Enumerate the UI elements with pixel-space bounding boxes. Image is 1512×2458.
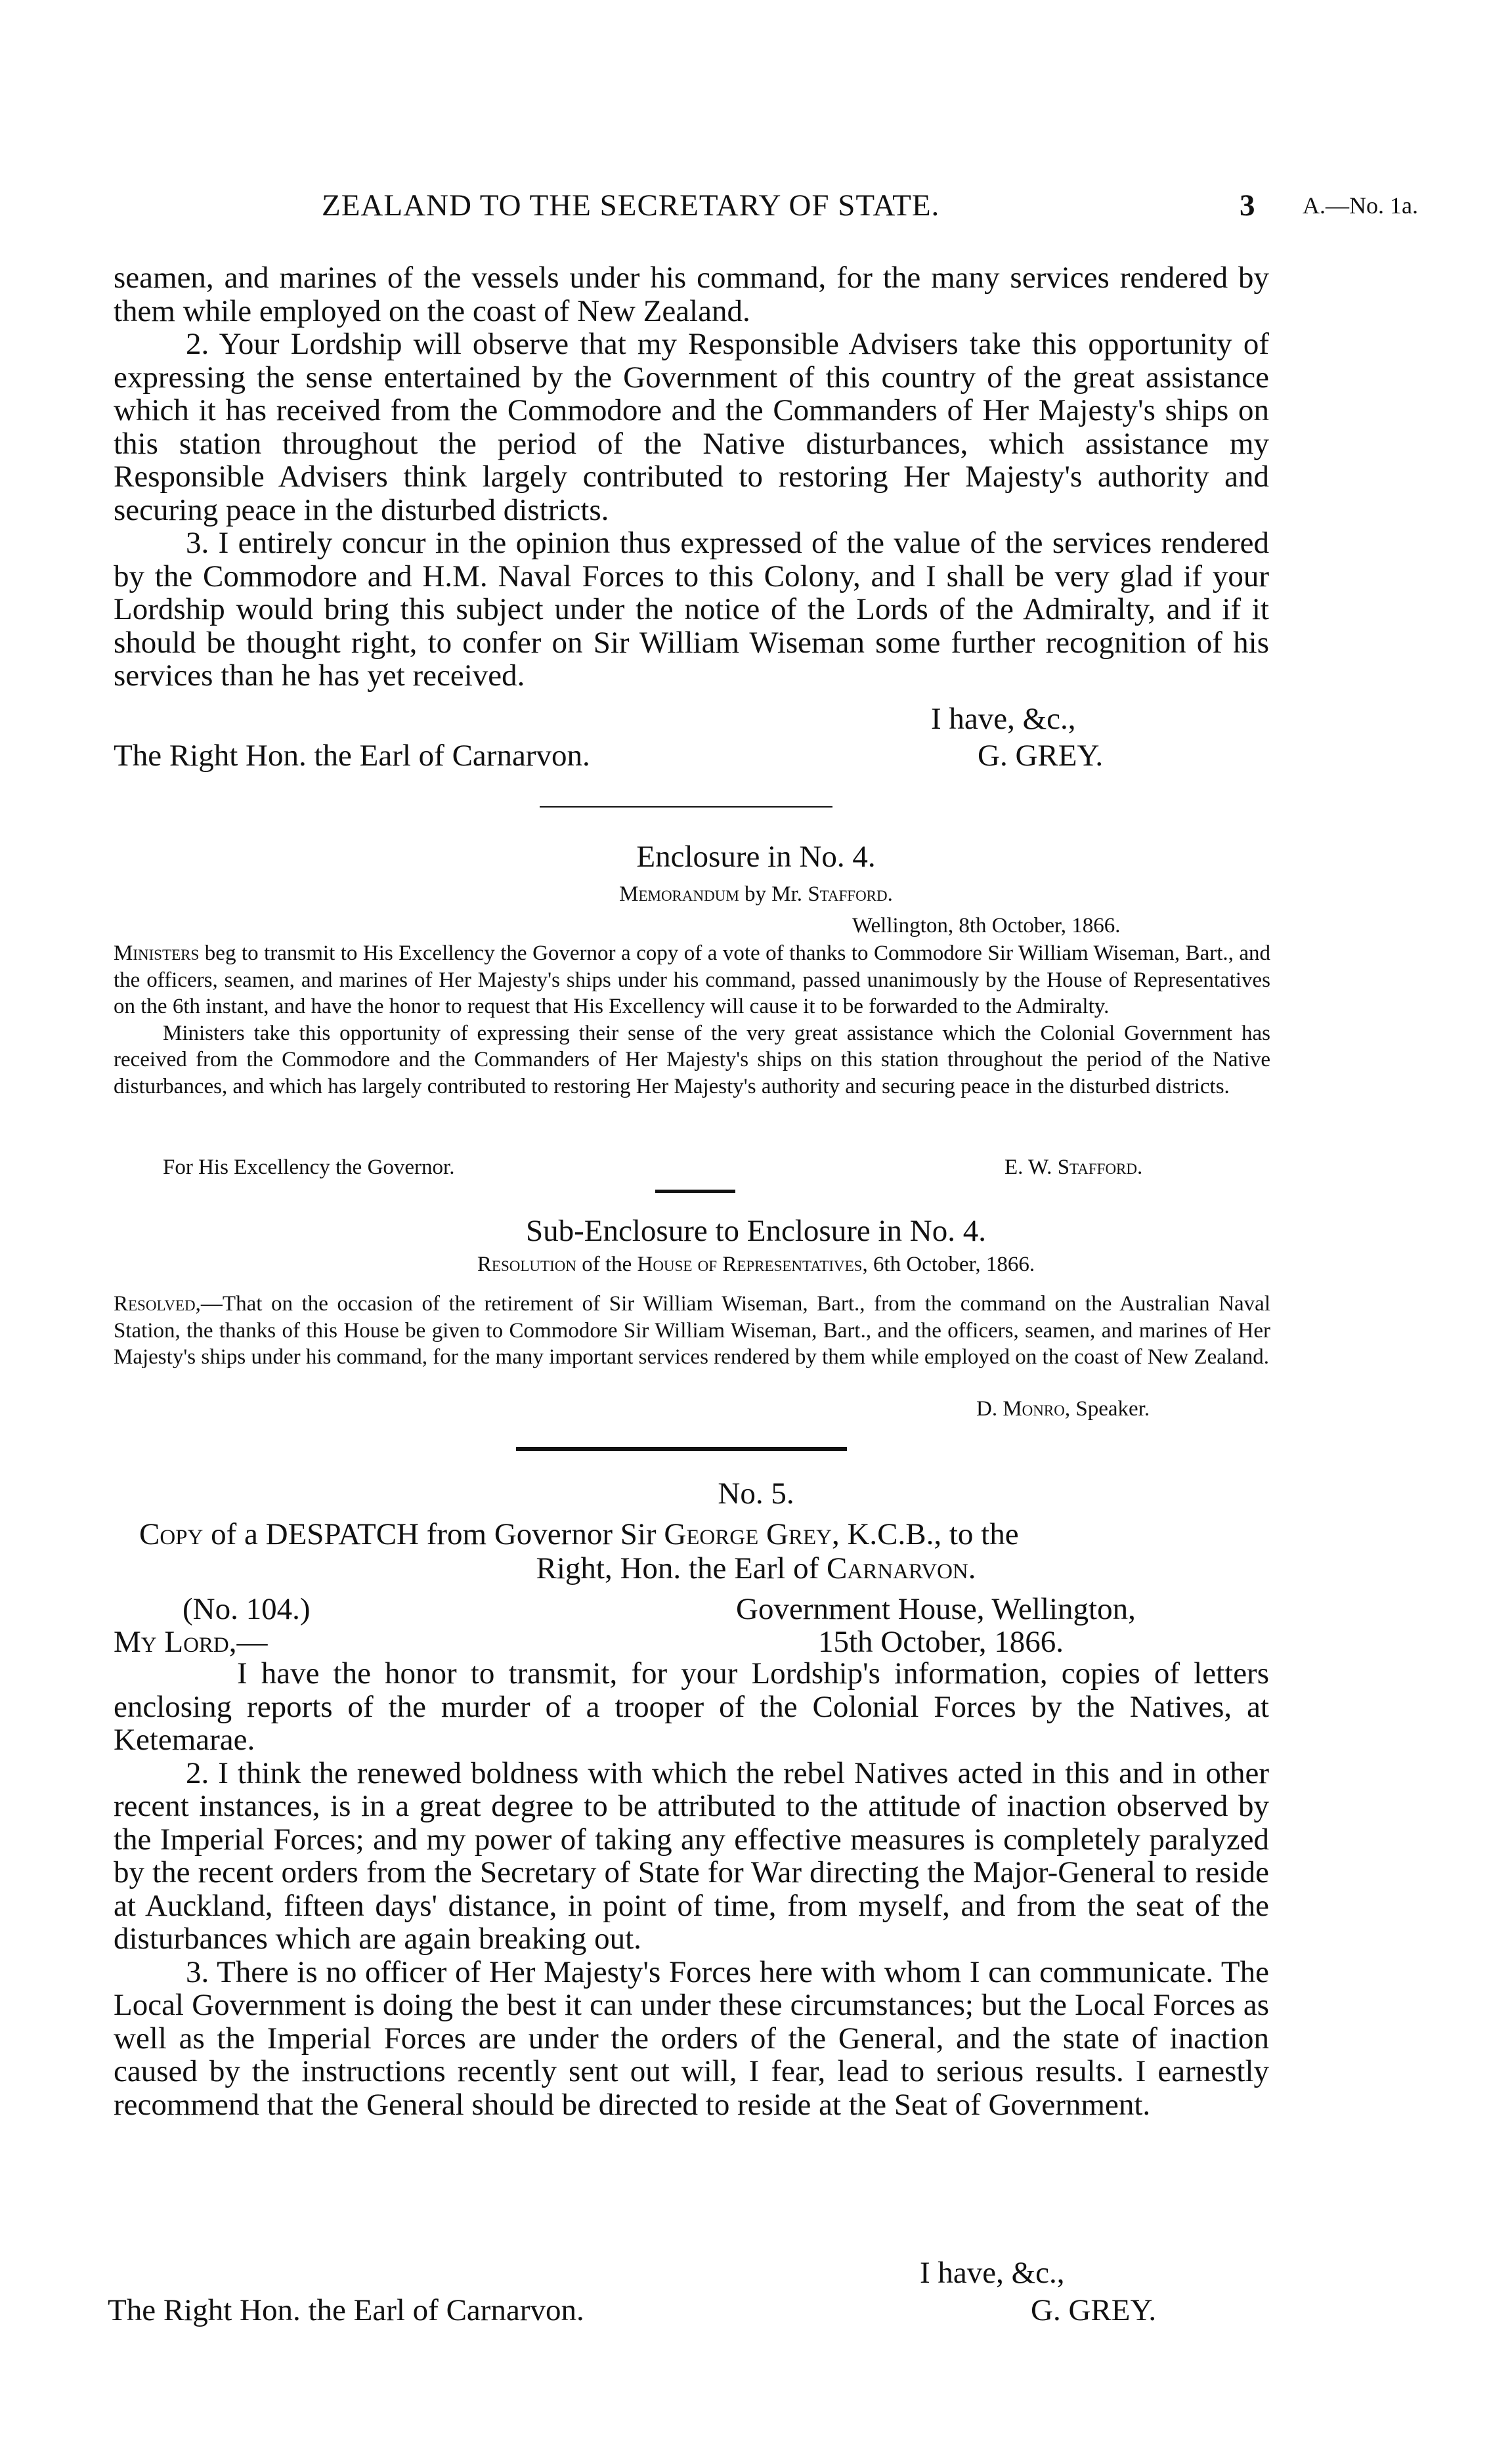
title-from: from Governor Sir	[426, 1517, 657, 1551]
resolution-text: —That on the occasion of the retirement of Sir William Wiseman, Bart., from the command on the Australian Naval Station, the thanks of this House be given to Commodore Sir William Wiseman, Bart., and the officers, seamen, and marines of Her Majesty's ships under his command, for the many important services rendered by them while employed on the coast of New Zealand.	[114, 1292, 1270, 1369]
subtitle-of-the: of the	[582, 1253, 632, 1276]
section-divider	[540, 806, 832, 808]
signature-name: Stafford.	[1057, 1155, 1143, 1179]
title-copy: Copy	[139, 1517, 204, 1551]
signature: G. GREY.	[978, 739, 1104, 773]
closing-line: I have, &c.,	[931, 702, 1076, 736]
document-reference: A.—No. 1a.	[1303, 192, 1418, 219]
sub-enclosure-signature	[976, 1397, 1150, 1421]
despatch-title-line-1	[139, 1517, 1019, 1552]
no5-signature: G. GREY.	[1031, 2293, 1157, 2327]
ministers-lead: Ministers	[114, 941, 200, 965]
subtitle-name: Stafford.	[808, 882, 893, 906]
speaker-initial: D.	[976, 1397, 998, 1421]
speaker-name: Monro,	[1003, 1397, 1071, 1421]
enclosure-signature	[1004, 1155, 1142, 1180]
enclosure-subtitle	[0, 882, 1512, 907]
enclosure-title: Enclosure in No. 4.	[636, 840, 876, 874]
enclosure-for-line: For His Excellency the Governor.	[163, 1155, 455, 1179]
no5-paragraph-3: 3. There is no officer of Her Majesty's Forces here with whom I can communicate. The Local Government is doing the best it can under these circumstances; but the Local Forces as well as the Imperial Forces are under the orders of the General, and the state of inaction caused by the instructions recently sent out will, I fear, lead to serious results. I earnestly recommend that the General should be directed to reside at the Seat of Government.	[114, 1954, 1269, 2122]
resolved-lead: Resolved,	[114, 1292, 201, 1316]
no5-paragraph-2: 2. I think the renewed boldness with which the rebel Natives acted in this and in other recent instances, is in a great degree to be attributed to the attitude of inaction observed by the Imperial Forces; and my power of taking any effective measures is completely paralyzed by the recent orders from the Secretary of State for War directing the Major-General to reside at Auckland, fifteen days' distance, in point of time, from myself, and from the seat of the disturbances which are again breaking out.	[114, 1756, 1269, 1956]
sub-enclosure-title: Sub-Enclosure to Enclosure in No. 4.	[526, 1214, 986, 1248]
no5-paragraph-1: I have the honor to transmit, for your Lordship's information, copies of letters enclosing reports of the murder of a trooper of the Colonial Forces by the Natives, at Ketemarae.	[114, 1656, 1269, 1757]
subtitle-by: by Mr.	[745, 882, 803, 906]
enclosure-dateline: Wellington, 8th October, 1866.	[852, 914, 1121, 938]
memorandum-label: Memorandum	[619, 882, 739, 906]
title-carnarvon: Carnarvon.	[827, 1551, 976, 1585]
addressee-line: The Right Hon. the Earl of Carnarvon.	[114, 739, 590, 773]
signature-initials: E. W.	[1004, 1155, 1052, 1179]
title-right-hon: Right, Hon. the Earl of	[536, 1551, 819, 1585]
paragraph-2: 2. Your Lordship will observe that my Responsible Advisers take this opportunity of expressing the sense entertained by the Government of this country of the great assistance which it has received from the Commodore and the Commanders of Her Majesty's ships on this station throughout the period of the Native disturbances, which assistance my Responsible Advisers think largely contributed to restoring Her Majesty's authority and securing peace in the disturbed districts.	[114, 327, 1269, 527]
paragraph-3: 3. I entirely concur in the opinion thus expressed of the value of the services rendered by the Commodore and H.M. Naval Forces to this Colony, and I shall be very glad if your Lordship would bring this subject under the notice of the Lords of the Admiralty, and if it should be thought right, to confer on Sir William Wiseman some further recognition of his services than he has yet received.	[114, 526, 1269, 693]
top-section-body	[114, 261, 1269, 693]
title-of-a: of a	[211, 1517, 258, 1551]
sub-enclosure-subtitle	[0, 1253, 1512, 1277]
title-george-grey: George Grey,	[664, 1517, 840, 1551]
subtitle-date: 6th October, 1866.	[873, 1253, 1035, 1276]
sub-enclosure-body	[114, 1291, 1270, 1371]
despatch-date: 15th October, 1866.	[818, 1625, 1064, 1659]
no5-closing-line: I have, &c.,	[920, 2256, 1065, 2290]
enclosure-paragraph-2: Ministers take this opportunity of expressing their sense of the very great assistance which the Colonial Government has received from the Commodore and the Commanders of Her Majesty's ships on this station throughout the period of the Native disturbances, and which has largely contributed to restoring Her Majesty's authority and securing peace in the disturbed districts.	[114, 1021, 1270, 1098]
page-number: 3	[1240, 188, 1255, 223]
no5-addressee: The Right Hon. the Earl of Carnarvon.	[108, 2293, 584, 2327]
despatch-place: Government House, Wellington,	[736, 1592, 1136, 1626]
title-kcb: K.C.B., to the	[847, 1517, 1019, 1551]
enclosure-paragraph-1: beg to transmit to His Excellency the Governor a copy of a vote of thanks to Commodore Sir William Wiseman, Bart., and the officers, seamen, and marines of Her Majesty's ships under his command, passed unanimously by the House of Representatives on the 6th instant, and have the honor to request that His Excellency will cause it to be forwarded to the Admiralty.	[114, 941, 1271, 1018]
despatch-number: No. 5.	[718, 1477, 794, 1511]
salutation: My Lord,—	[114, 1625, 268, 1659]
short-divider	[655, 1190, 735, 1193]
house-label: House of Representatives,	[637, 1253, 868, 1276]
no5-body	[114, 1657, 1269, 2121]
title-despatch: DESPATCH	[265, 1517, 419, 1551]
major-divider	[516, 1447, 847, 1451]
paragraph-continued: seamen, and marines of the vessels under his command, for the many services rendered by them while employed on the coast of New Zealand.	[114, 261, 1269, 328]
speaker-title: Speaker.	[1075, 1397, 1150, 1421]
running-title: ZEALAND TO THE SECRETARY OF STATE.	[322, 188, 940, 223]
despatch-ref: (No. 104.)	[183, 1592, 311, 1626]
resolution-label: Resolution	[477, 1253, 576, 1276]
enclosure-body	[114, 940, 1270, 1100]
despatch-title-line-2	[0, 1551, 1512, 1586]
